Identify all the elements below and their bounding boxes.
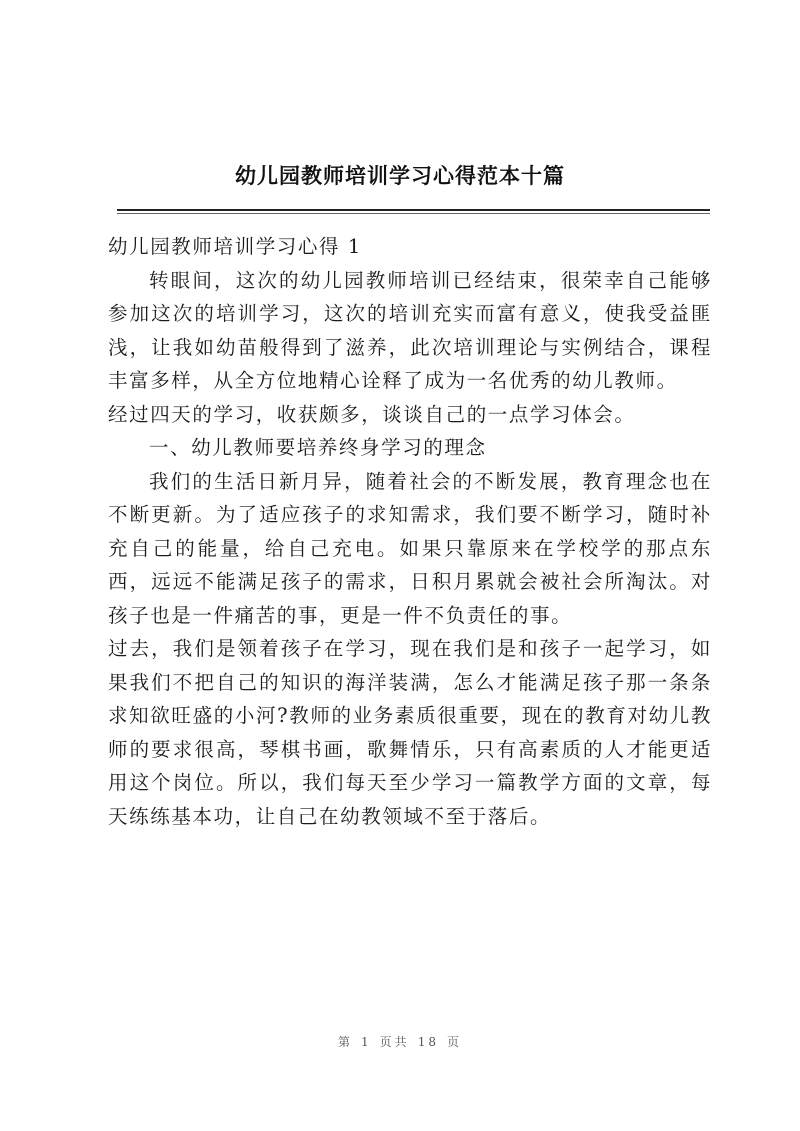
footer-page-label: 第	[338, 1035, 354, 1049]
footer-page-total: 18	[417, 1035, 439, 1049]
page-footer	[0, 1033, 800, 1050]
footer-page-suffix: 页	[446, 1035, 462, 1049]
document-title: 幼儿园教师培训学习心得范本十篇	[235, 163, 565, 188]
footer-page-of: 页共	[379, 1035, 410, 1049]
subheading: 一、幼儿教师要培养终身学习的理念	[149, 436, 487, 459]
footer-page-current: 1	[361, 1035, 372, 1049]
document-body	[108, 230, 712, 833]
section-heading: 幼儿园教师培训学习心得 1	[108, 235, 362, 258]
title-divider-thin	[117, 213, 710, 214]
paragraph: 转眼间，这次的幼儿园教师培训已经结束，很荣幸自己能够参加这次的培训学习，这次的培训充实而富有意义，使我受益匪浅，让我如幼苗般得到了滋养，此次培训理论与实例结合，课程丰富多样，从全方位地精心诠释了成为一名优秀的幼儿教师。	[108, 268, 712, 392]
title-divider	[117, 209, 710, 211]
paragraph: 经过四天的学习，收获颇多，谈谈自己的一点学习体会。	[108, 402, 636, 426]
paragraph: 过去，我们是领着孩子在学习，现在我们是和孩子一起学习，如果我们不把自己的知识的海洋装满，怎么才能满足孩子那一条条求知欲旺盛的小河?教师的业务素质很重要，现在的教育对幼儿教师的要求很高，琴棋书画，歌舞情乐，只有高素质的人才能更适用这个岗位。所以，我们每天至少学习一篇教学方面的文章，每天练练基本功，让自己在幼教领域不至于落后。	[108, 637, 712, 828]
paragraph: 我们的生活日新月异，随着社会的不断发展，教育理念也在不断更新。为了适应孩子的求知需求，我们要不断学习，随时补充自己的能量，给自己充电。如果只靠原来在学校学的那点东西，远远不能满足孩子的需求，日积月累就会被社会所淘汰。对孩子也是一件痛苦的事，更是一件不负责任的事。	[108, 469, 712, 627]
